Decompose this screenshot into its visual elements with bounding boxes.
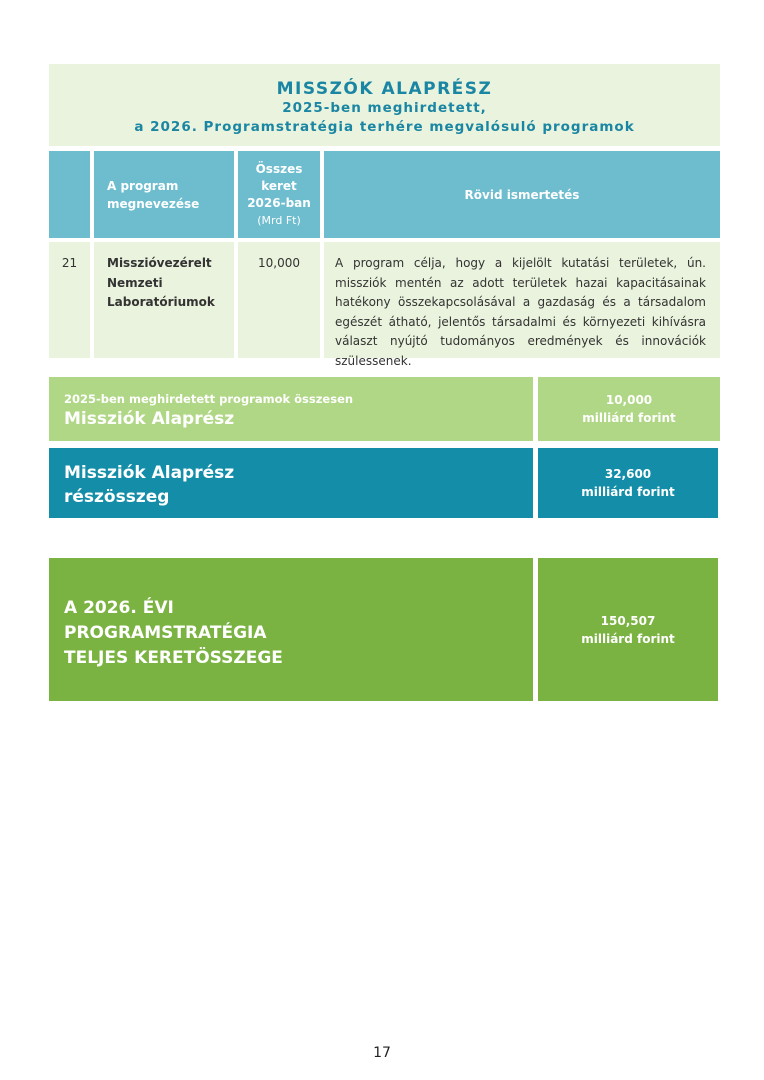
section-subtitle-line1: 2025-ben meghirdetett, bbox=[282, 100, 487, 116]
row-name-line: Misszióvezérelt bbox=[107, 256, 212, 270]
grand-total-value-box bbox=[538, 558, 718, 701]
grand-total-unit: milliárd forint bbox=[581, 631, 675, 646]
subtotal-value: 32,600 bbox=[604, 467, 652, 481]
subtotal-label-box bbox=[49, 448, 533, 518]
section-title: MISSZÓK ALAPRÉSZ bbox=[276, 79, 493, 99]
header-name-line: megnevezése bbox=[107, 196, 200, 211]
grand-total-value: 150,507 bbox=[600, 613, 656, 628]
announced-total-caption: 2025-ben meghirdetett programok összesen bbox=[64, 392, 354, 406]
announced-total-label-box bbox=[49, 377, 533, 441]
grand-total-label-box bbox=[49, 558, 533, 701]
row-program-name bbox=[94, 242, 234, 358]
subtotal-label-line2: részösszeg bbox=[64, 487, 170, 507]
header-description: Rövid ismertetés bbox=[324, 151, 720, 238]
subtotal-label-line1: Missziók Alaprész bbox=[64, 463, 235, 483]
header-amount-line: keret bbox=[261, 178, 297, 193]
grand-total-label-line1: A 2026. ÉVI bbox=[64, 598, 174, 618]
subtotal-unit: milliárd forint bbox=[581, 485, 675, 499]
header-program-name bbox=[94, 151, 234, 238]
header-name-line: A program bbox=[107, 178, 179, 193]
page-number: 17 bbox=[373, 1045, 391, 1061]
header-amount-unit: (Mrd Ft) bbox=[257, 213, 301, 227]
announced-total-label: Missziók Alaprész bbox=[64, 409, 235, 429]
header-amount-line: Összes bbox=[255, 161, 303, 176]
grand-total-label-line2: PROGRAMSTRATÉGIA bbox=[64, 623, 267, 643]
row-name-line: Nemzeti bbox=[107, 275, 163, 290]
header-amount-line: 2026-ban bbox=[247, 195, 311, 210]
row-amount: 10,000 bbox=[238, 242, 320, 358]
row-name-line: Laboratóriumok bbox=[107, 295, 215, 309]
header-number-cell bbox=[49, 151, 90, 238]
announced-total-value: 10,000 bbox=[605, 393, 653, 407]
section-subtitle-line2: a 2026. Programstratégia terhére megvalósuló programok bbox=[134, 119, 635, 135]
subtotal-value-box bbox=[538, 448, 718, 518]
header-total-amount bbox=[238, 151, 320, 238]
grand-total-label-line3: TELJES KERETÖSSZEGE bbox=[64, 648, 283, 668]
row-description: A program célja, hogy a kijelölt kutatási területek, ún. missziók mentén az adott területek hazai kapacitásainak hatékony összekapcsolásával a gazdaság és a társadalom egészét átható, jelentős társadalmi és környezeti kihívásra választ nyújtó tudományos eredmények és innovációk szülessenek. bbox=[324, 242, 720, 358]
row-number: 21 bbox=[49, 242, 90, 358]
section-title-banner bbox=[49, 64, 720, 146]
announced-total-value-box bbox=[538, 377, 720, 441]
announced-total-unit: milliárd forint bbox=[582, 411, 676, 425]
